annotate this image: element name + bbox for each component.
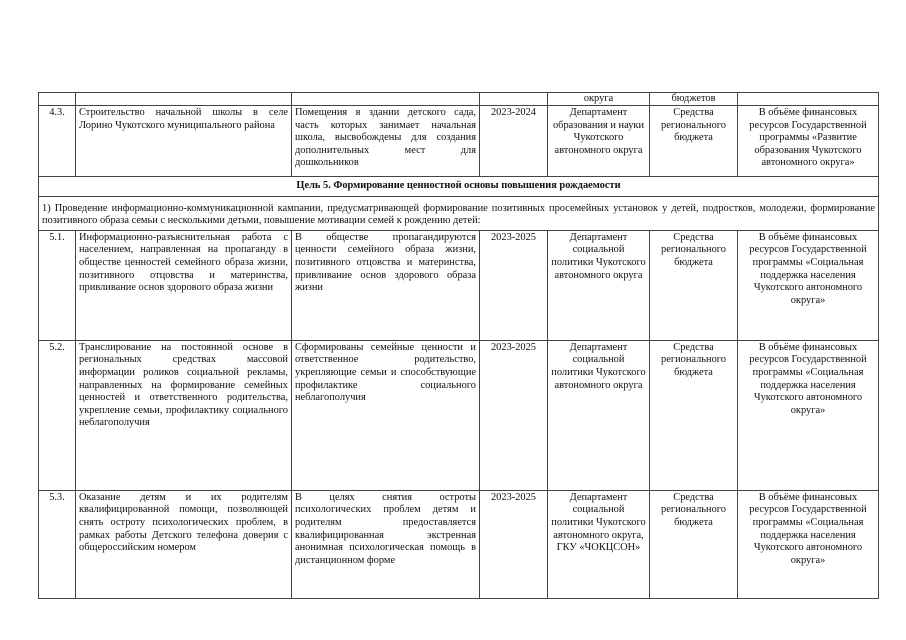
measure-name-cell: Строительство начальной школы в селе Лорино Чукотского муниципального района <box>76 106 292 177</box>
expected-result-cell: Помещения в здании детского сада, часть которых занимает начальная школа, высвобождены для создания дополнительных мест для дошкольников <box>292 106 480 177</box>
goal-title: Цель 5. Формирование ценностной основы повышения рождаемости <box>39 177 879 197</box>
row-number: 4.3. <box>39 106 76 177</box>
period-cell: 2023-2025 <box>480 490 548 598</box>
row-number: 5.2. <box>39 340 76 490</box>
expected-result-cell: Сформированы семейные ценности и ответственное родительство, укрепляющие семьи и способствующие профилактике социального неблагополучия <box>292 340 480 490</box>
period-cell: 2023-2024 <box>480 106 548 177</box>
table-row-4-3 <box>39 106 879 177</box>
source-cell: Средства регионального бюджета <box>650 230 738 340</box>
measures-table-page <box>38 92 878 599</box>
financing-cell: В объёме финансовых ресурсов Государственной программы «Социальная поддержка населения Чукотского автономного округа» <box>738 340 879 490</box>
row-number: 5.3. <box>39 490 76 598</box>
source-cell: бюджетов <box>650 93 738 106</box>
measures-table <box>38 92 879 599</box>
expected-result-cell: В обществе пропагандируются ценности семейного образа жизни, позитивного отцовства и материнства, привливание основ здорового образа жизни <box>292 230 480 340</box>
period-cell: 2023-2025 <box>480 340 548 490</box>
executor-cell: округа <box>548 93 650 106</box>
measure-name-cell: Оказание детям и их родителям квалифицированной помощи, позволяющей снять остроту психологических проблем, в рамках работы Детского телефона доверия с общероссийским номером <box>76 490 292 598</box>
table-row-5-3 <box>39 490 879 598</box>
executor-cell: Департамент образования и науки Чукотского автономного округа <box>548 106 650 177</box>
source-cell: Средства регионального бюджета <box>650 340 738 490</box>
executor-cell: Департамент социальной политики Чукотского автономного округа <box>548 340 650 490</box>
financing-cell: В объёме финансовых ресурсов Государственной программы «Социальная поддержка населения Чукотского автономного округа» <box>738 230 879 340</box>
source-cell: Средства регионального бюджета <box>650 490 738 598</box>
financing-cell: В объёме финансовых ресурсов Государственной программы «Развитие образования Чукотского автономного округа» <box>738 106 879 177</box>
table-row-continued <box>39 93 879 106</box>
goal-row <box>39 177 879 197</box>
measure-name-cell: Транслирование на постоянной основе в региональных средствах массовой информации роликов социальной рекламы, направленных на формирование семейных ценностей и ответственного родительства, укрепление семьи, профилактику социального неблагополучия <box>76 340 292 490</box>
table-row-5-2 <box>39 340 879 490</box>
executor-cell: Департамент социальной политики Чукотского автономного округа <box>548 230 650 340</box>
expected-result-cell: В целях снятия остроты психологических проблем детям и родителям предоставляется квалифицированная экстренная анонимная психологическая помощь в дистанционном форме <box>292 490 480 598</box>
executor-cell: Департамент социальной политики Чукотского автономного округа, ГКУ «ЧОКЦСОН» <box>548 490 650 598</box>
period-cell: 2023-2025 <box>480 230 548 340</box>
source-cell: Средства регионального бюджета <box>650 106 738 177</box>
row-number: 5.1. <box>39 230 76 340</box>
table-row-5-1 <box>39 230 879 340</box>
task-text: 1) Проведение информационно-коммуникационной кампании, предусматривающей формирование позитивных просемейных установок у детей, подростков, молодежи, формирование позитивного образа семьи с несколькими детьми, повышение мотивации семей к рождению детей: <box>39 196 879 230</box>
measure-name-cell: Информационно-разъяснительная работа с населением, направленная на пропаганду в обществе ценностей семейного образа жизни, позитивного отцовства и материнства, привливание основ здорового образа жизни <box>76 230 292 340</box>
financing-cell: В объёме финансовых ресурсов Государственной программы «Социальная поддержка населения Чукотского автономного округа» <box>738 490 879 598</box>
task-row <box>39 196 879 230</box>
